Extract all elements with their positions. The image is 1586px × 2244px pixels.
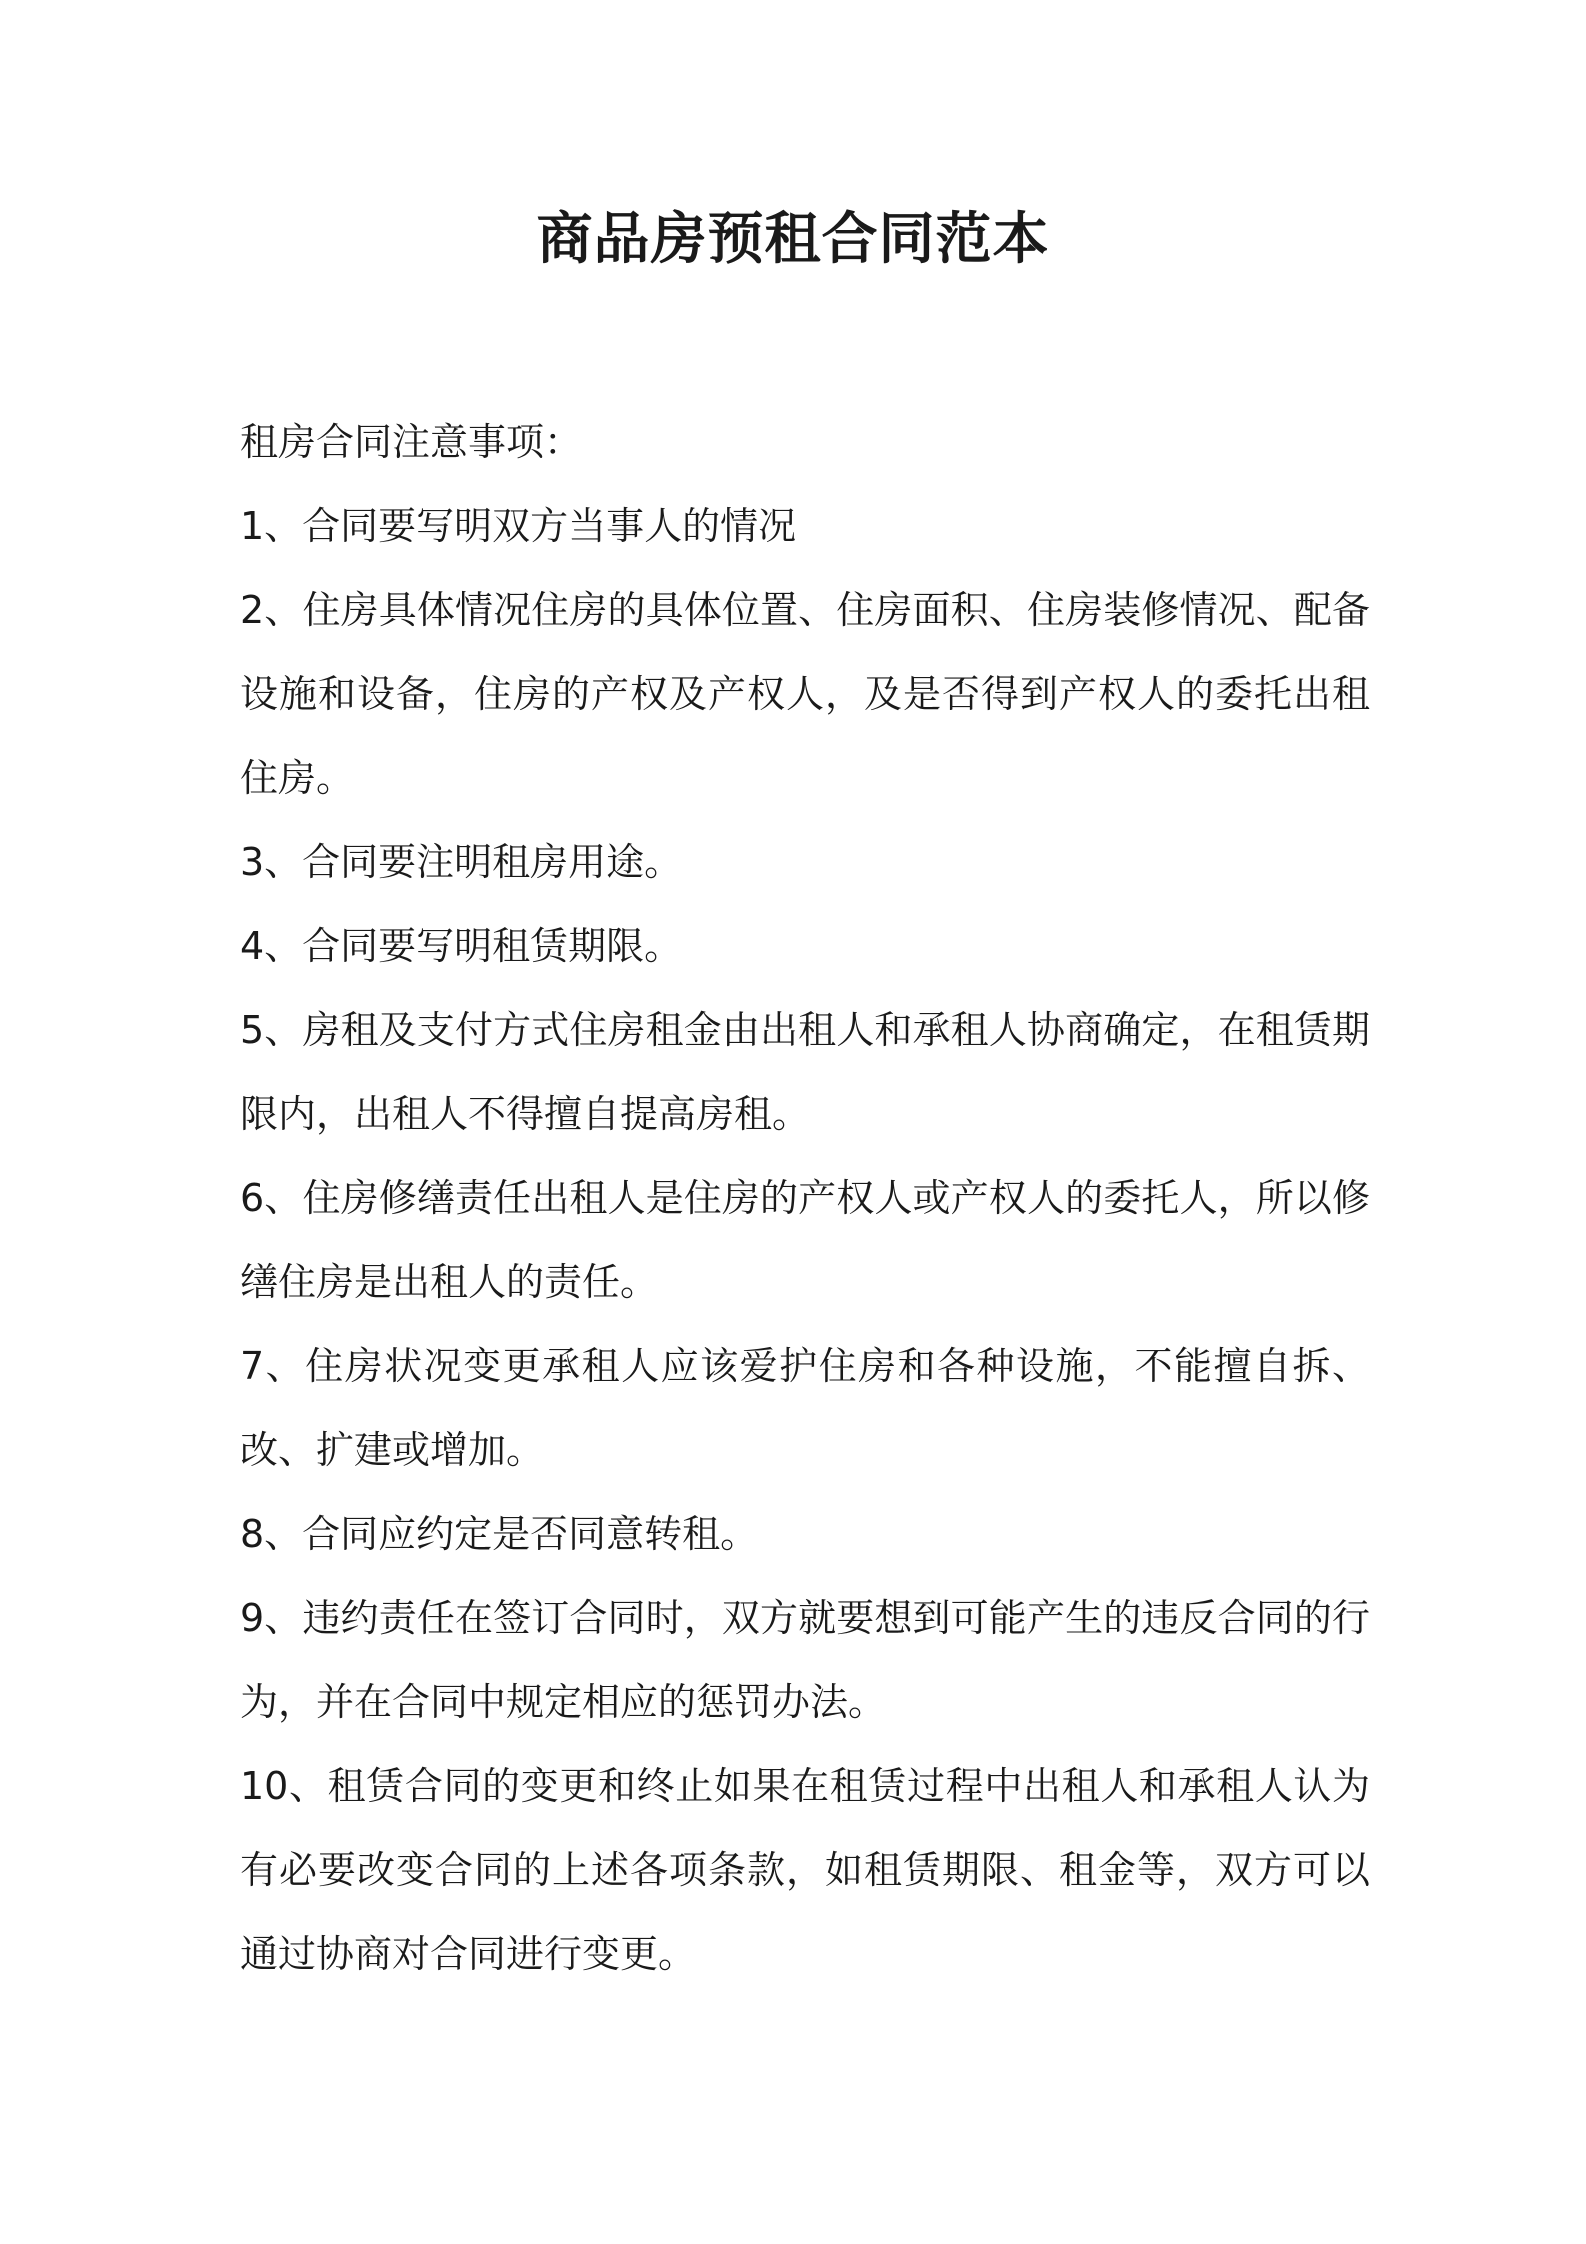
list-item: 4、合同要写明租赁期限。: [240, 924, 683, 968]
list-item: 8、合同应约定是否同意转租。: [240, 1512, 759, 1556]
list-item: 10、租赁合同的变更和终止如果在租赁过程中出租人和承租人认为有必要改变合同的上述各项条款，如租赁期限、租金等，双方可以通过协商对合同进行变更。: [240, 1764, 1370, 1976]
list-item: 2、住房具体情况住房的具体位置、住房面积、住房装修情况、配备设施和设备，住房的产权及产权人，及是否得到产权人的委托出租住房。: [240, 588, 1370, 800]
list-item: 3、合同要注明租房用途。: [240, 840, 683, 884]
document-body: [240, 400, 1370, 1996]
list-item: 9、违约责任在签订合同时，双方就要想到可能产生的违反合同的行为，并在合同中规定相应的惩罚办法。: [240, 1596, 1370, 1724]
list-item: 1、合同要写明双方当事人的情况: [240, 504, 797, 548]
list-item: 5、房租及支付方式住房租金由出租人和承租人协商确定，在租赁期限内，出租人不得擅自提高房租。: [240, 1008, 1370, 1136]
intro-heading: 租房合同注意事项：: [240, 420, 583, 464]
document-title: 商品房预租合同范本: [536, 207, 1050, 272]
list-item: 6、住房修缮责任出租人是住房的产权人或产权人的委托人，所以修缮住房是出租人的责任。: [240, 1176, 1370, 1304]
list-item: 7、住房状况变更承租人应该爱护住房和各种设施，不能擅自拆、改、扩建或增加。: [240, 1344, 1370, 1472]
